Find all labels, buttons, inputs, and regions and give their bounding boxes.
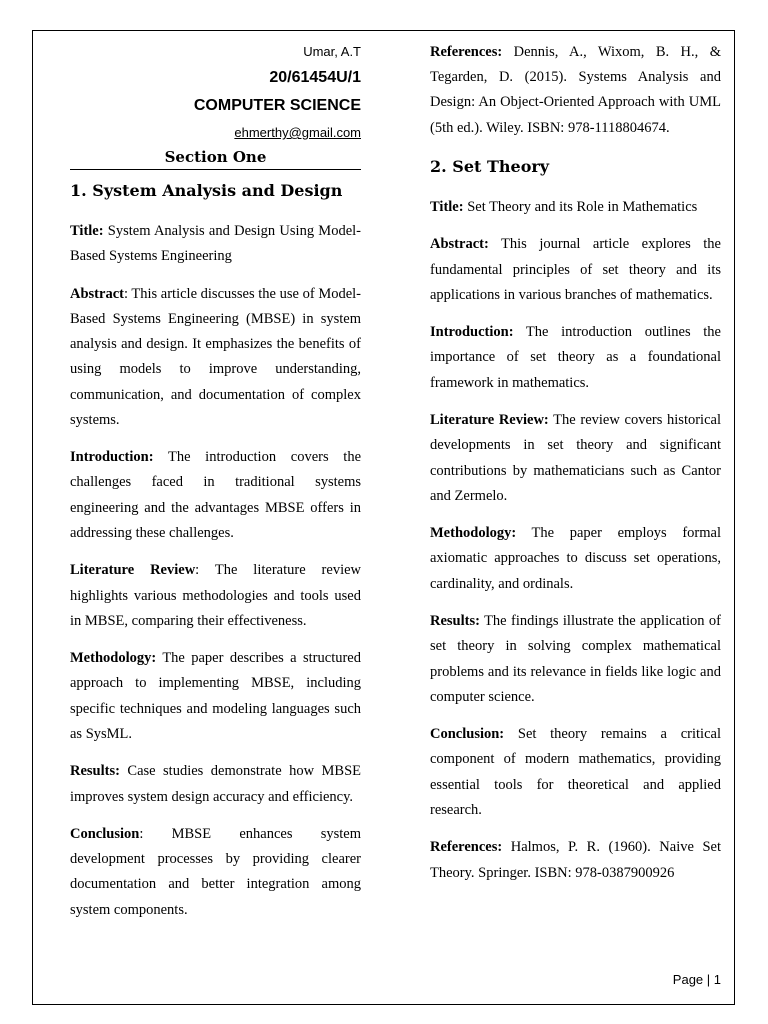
paragraph-text: Case studies demonstrate how MBSE improves system design accuracy and efficiency. [70,763,361,805]
paragraph-title [70,219,361,269]
paragraph-label: Introduction: [430,324,514,341]
paragraph-label: Introduction: [70,449,154,466]
author-name: Umar, A.T [303,44,361,59]
paragraph-results [70,759,361,809]
paragraph-text: Set theory remains a critical component of modern mathematics, providing essential tools for theoretical and applied research. [430,726,721,818]
paragraph-text: The introduction outlines the importance of set theory as a foundational framework in mathematics. [430,324,721,391]
paragraph-text: The findings illustrate the application of set theory in solving complex mathematical problems and its relevance in fields like logic and computer science. [430,613,721,705]
paragraph-text: The review covers historical developments in set theory and significant contributions by mathematicians such as Cantor and Zermelo. [430,412,721,504]
paragraph-results [430,609,721,710]
paragraph-text: System Analysis and Design Using Model-Based Systems Engineering [70,223,361,265]
paragraph-methodology [70,646,361,747]
paragraph-abstract [430,232,721,308]
paragraph-text: : The literature review highlights various methodologies and tools used in MBSE, comparing their effectiveness. [70,562,362,629]
page-number: Page | 1 [672,972,721,987]
paragraph-label: Abstract [70,285,124,302]
section-1-heading: 1. System Analysis and Design [70,181,343,200]
paragraph-text: : MBSE enhances system development processes by providing clearer documentation and better integration among system components. [70,826,361,918]
paragraph-references [430,835,721,885]
paragraph-text: The paper employs formal axiomatic approaches to discuss set operations, cardinality, and ordinals. [430,525,721,592]
paragraph-label: References: [430,839,503,856]
paragraph-literature-review [70,558,361,634]
paragraph-label: Literature Review [70,562,196,579]
paragraph-introduction [70,445,361,546]
paragraph-conclusion [70,822,361,923]
paragraph-text: The introduction covers the challenges faced in traditional systems engineering and the advantages MBSE offers in addressing these challenges. [70,449,361,541]
department: COMPUTER SCIENCE [193,97,361,114]
paragraph-title [430,195,721,220]
paragraph-label: Results: [430,613,480,630]
section-title: Section One [70,146,361,170]
paragraph-label: Title: [430,198,464,215]
paragraph-introduction [430,320,721,396]
paragraph-label: Methodology: [70,650,157,667]
left-column [70,40,361,923]
paragraph-text: Set Theory and its Role in Mathematics [463,198,698,215]
paragraph-label: Literature Review: [430,412,549,429]
paragraph-label: Abstract: [430,236,489,253]
paragraph-label: Title: [70,223,104,239]
paragraph-text: Halmos, P. R. (1960). Naive Set Theory. Springer. ISBN: 978-0387900926 [430,839,721,881]
paragraph-abstract [70,282,361,433]
paragraph-label: Methodology: [430,525,517,542]
paragraph-text: Dennis, A., Wixom, B. H., & Tegarden, D. (2015). Systems Analysis and Design: An Object-Oriented Approach with UML (5th ed.). Wiley. ISBN: 978-1118804674. [430,44,721,136]
paragraph-text: : This article discusses the use of Model-Based Systems Engineering (MBSE) in system analysis and design. It emphasizes the benefits of using models to improve understanding, communication, and documentation of complex systems. [70,285,361,428]
paragraph-label: Conclusion [70,826,140,843]
document-header [70,43,361,142]
section-2-heading: 2. Set Theory [430,156,550,176]
paragraph-text: This journal article explores the fundamental principles of set theory and its applications in various branches of mathematics. [430,236,721,303]
paragraph-references [430,40,721,141]
student-id: 20/61454U/1 [269,69,361,86]
right-column [430,40,721,886]
paragraph-label: Results: [70,763,120,780]
email-link[interactable]: ehmerthy@gmail.com [234,125,361,140]
paragraph-methodology [430,521,721,597]
paragraph-literature-review [430,408,721,509]
paragraph-conclusion [430,722,721,823]
paragraph-text: The paper describes a structured approach to implementing MBSE, including specific techniques and modeling languages such as SysML. [70,650,361,742]
paragraph-label: References: [430,44,503,60]
paragraph-label: Conclusion: [430,726,505,743]
